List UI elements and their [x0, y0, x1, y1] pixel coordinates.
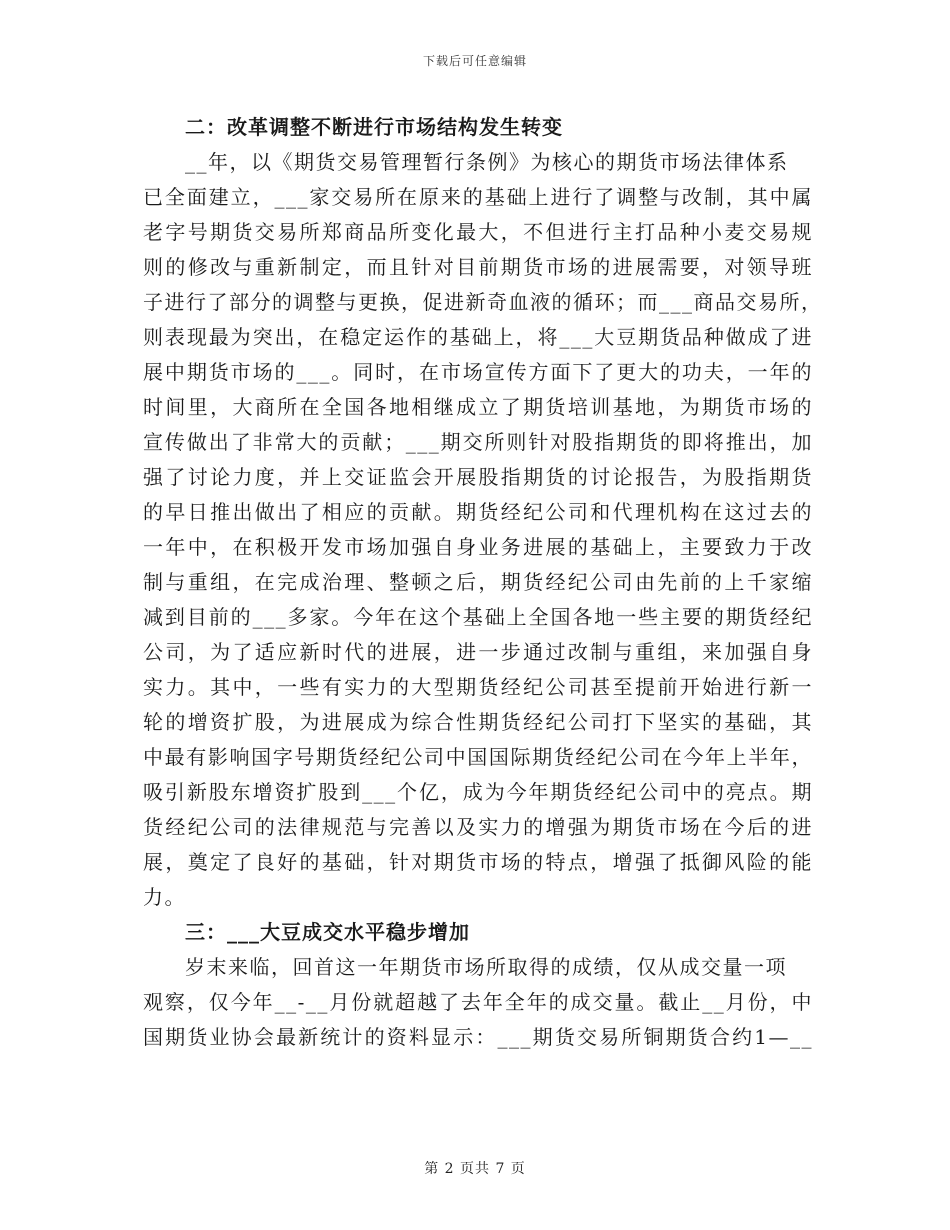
paragraph-line: 老字号期货交易所郑商品所变化最大，不但进行主打品种小麦交易规 — [143, 220, 813, 244]
paragraph-line: 展中期货市场的___。同时，在市场宣传方面下了更大的功夫，一年的 — [143, 360, 813, 384]
paragraph-line: 的早日推出做出了相应的贡献。期货经纪公司和代理机构在这过去的 — [143, 500, 813, 524]
paragraph-line: 减到目前的___多家。今年在这个基础上全国各地一些主要的期货经纪 — [143, 605, 813, 629]
page-number: 第 2 页共 7 页 — [424, 1161, 526, 1177]
paragraph-line: 中最有影响国字号期货经纪公司中国国际期货经纪公司在今年上半年， — [143, 745, 813, 769]
page-header-note: 下载后可任意编辑 — [422, 54, 527, 68]
paragraph-line: 宣传做出了非常大的贡献；___期交所则针对股指期货的即将推出，加 — [143, 430, 813, 454]
paragraph-line: 展，奠定了良好的基础，针对期货市场的特点，增强了抵御风险的能 — [143, 850, 813, 874]
paragraph-line: 岁末来临，回首这一年期货市场所取得的成绩，仅从成交量一项 — [185, 955, 787, 979]
paragraph-line: 货经纪公司的法律规范与完善以及实力的增强为期货市场在今后的进 — [143, 815, 813, 839]
paragraph-line: 力。 — [143, 885, 186, 909]
paragraph-line: 时间里，大商所在全国各地相继成立了期货培训基地，为期货市场的 — [143, 395, 813, 419]
paragraph-line: 实力。其中，一些有实力的大型期货经纪公司甚至提前开始进行新一 — [143, 675, 813, 699]
paragraph-line: __年，以《期货交易管理暂行条例》为核心的期货市场法律体系 — [185, 150, 789, 174]
paragraph-line: 制与重组，在完成治理、整顿之后，期货经纪公司由先前的上千家缩 — [143, 570, 813, 594]
paragraph-line: 公司，为了适应新时代的进展，进一步通过改制与重组，来加强自身 — [143, 640, 813, 664]
paragraph-line: 一年中，在积极开发市场加强自身业务进展的基础上，主要致力于改 — [143, 535, 813, 559]
section-heading-3: 三：___大豆成交水平稳步增加 — [185, 920, 470, 944]
document-body — [143, 110, 823, 1055]
paragraph-line: 则表现最为突出，在稳定运作的基础上，将___大豆期货品种做成了进 — [143, 325, 813, 349]
paragraph-line: 观察，仅今年__-__月份就超越了去年全年的成交量。截止__月份，中 — [143, 990, 813, 1014]
paragraph-line: 吸引新股东增资扩股到___个亿，成为今年期货经纪公司中的亮点。期 — [143, 780, 813, 804]
paragraph-line: 轮的增资扩股，为进展成为综合性期货经纪公司打下坚实的基础，其 — [143, 710, 813, 734]
paragraph-line: 子进行了部分的调整与更换，促进新奇血液的循环；而___商品交易所， — [143, 290, 823, 314]
paragraph-line: 已全面建立，___家交易所在原来的基础上进行了调整与改制，其中属 — [143, 185, 813, 209]
paragraph-line: 国期货业协会最新统计的资料显示：___期货交易所铜期货合约1—__ — [143, 1025, 813, 1049]
section-heading-2: 二：改革调整不断进行市场结构发生转变 — [185, 115, 563, 139]
paragraph-line: 强了讨论力度，并上交证监会开展股指期货的讨论报告，为股指期货 — [143, 465, 813, 489]
paragraph-line: 则的修改与重新制定，而且针对目前期货市场的进展需要，对领导班 — [143, 255, 813, 279]
